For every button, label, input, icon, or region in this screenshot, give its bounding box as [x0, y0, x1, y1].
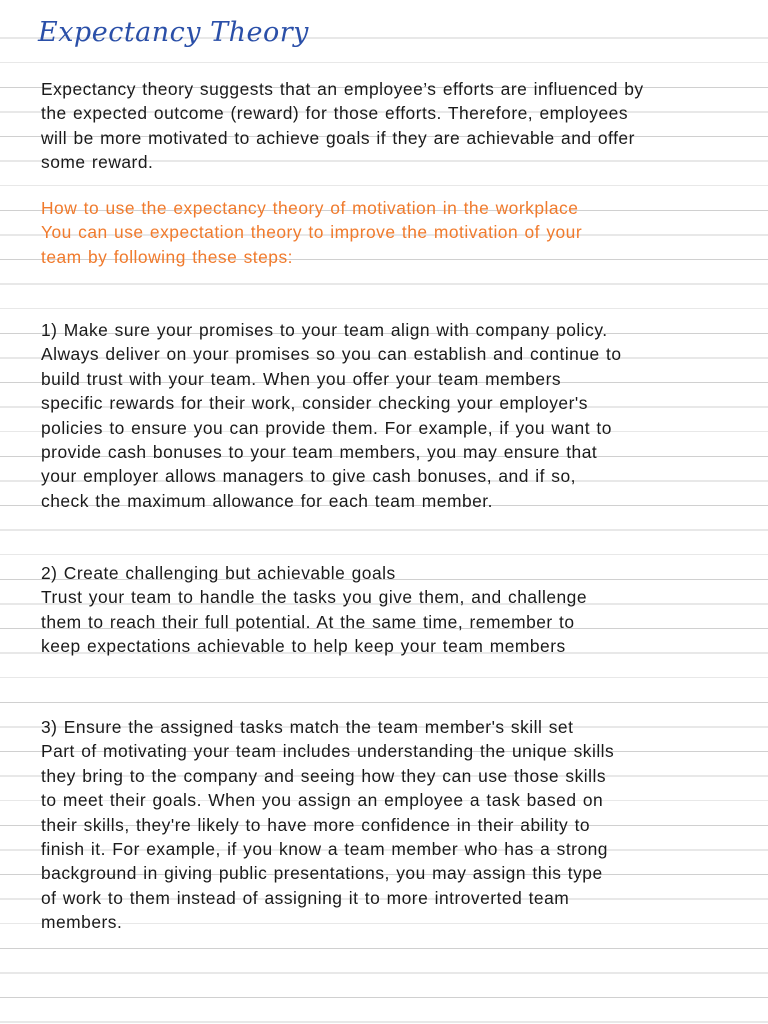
step-3-paragraph: 3) Ensure the assigned tasks match the team member's skill set Part of motivating your team includes understanding the unique skills they bring to the company and seeing how they can use those skills to meet their goals. When you assign an employee a task based on their skills, they're likely to have more confidence in their ability to finish it. For example, if you know a team member who has a strong background in giving public presentations, you may assign this type of work to them instead of assigning it to more introverted team members.	[41, 717, 615, 933]
step-1-paragraph: 1) Make sure your promises to your team align with company policy. Always deliver on your promises so you can establish and continue to build trust with your team. When you offer your team members specific rewards for their work, consider checking your employer's policies to ensure you can provide them. For example, if you want to provide cash bonuses to your team members, you may ensure that your employer allows managers to give cash bonuses, and if so, check the maximum allowance for each team member.	[41, 320, 622, 511]
step-2-paragraph: 2) Create challenging but achievable goals Trust your team to handle the tasks you give them, and challenge them to reach their full potential. At the same time, remember to keep expectations achievable to help keep your team members	[41, 563, 588, 657]
page-title: Expectancy Theory	[38, 17, 309, 48]
intro-paragraph: Expectancy theory suggests that an employee’s efforts are influenced by the expected outcome (reward) for those efforts. Therefore, employees will be more motivated to achieve goals if they are achievable and offer some reward.	[41, 79, 644, 173]
how-to-heading: How to use the expectancy theory of motivation in the workplace You can use expectation theory to improve the motivation of your team by following these steps:	[41, 198, 583, 267]
